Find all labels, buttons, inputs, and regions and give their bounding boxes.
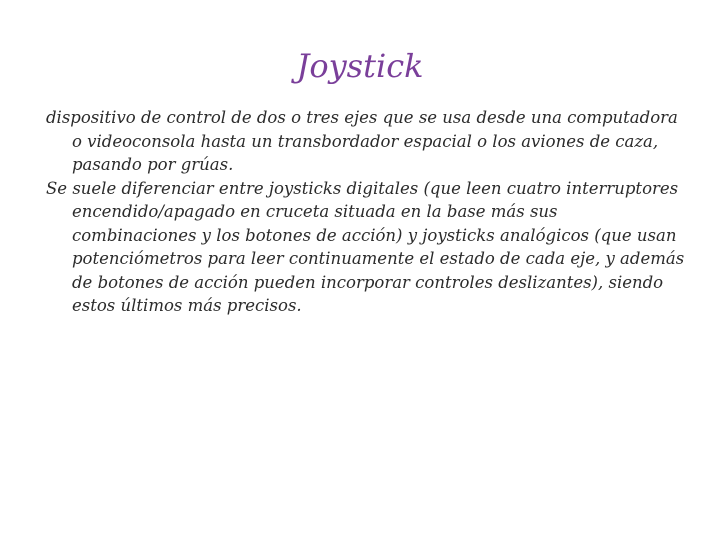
slide-body <box>46 106 686 318</box>
slide-title: Joystick <box>296 47 424 85</box>
paragraph-types: Se suele diferenciar entre joysticks digitales (que leen cuatro interruptores encendido/apagado en cruceta situada en la base más sus combinaciones y los botones de acción) y joysticks analógicos (que usan potenciómetros para leer continuamente el estado de cada eje, y además de botones de acción pueden incorporar controles deslizantes), siendo estos últimos más precisos. <box>46 178 685 315</box>
paragraph-definition: dispositivo de control de dos o tres ejes que se usa desde una computadora o videoconsola hasta un transbordador espacial o los aviones de caza, pasando por grúas. <box>46 108 678 174</box>
